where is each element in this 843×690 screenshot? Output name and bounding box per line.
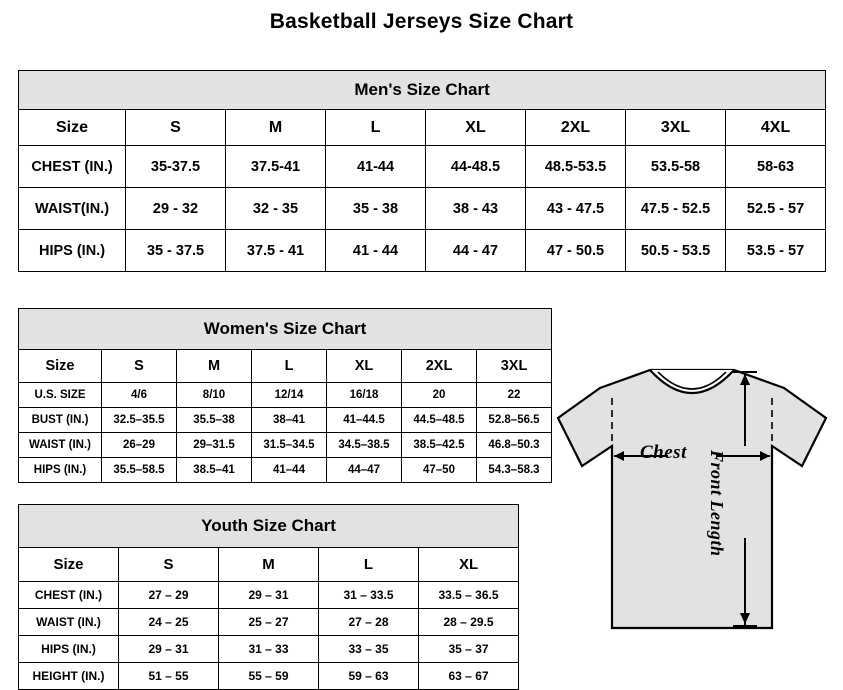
cell: 33.5 – 36.5 [419, 582, 519, 609]
row-label: CHEST (IN.) [19, 582, 119, 609]
womens-caption: Women's Size Chart [19, 309, 552, 350]
cell: 25 – 27 [219, 609, 319, 636]
table-row [19, 146, 826, 188]
cell: 29 – 31 [219, 582, 319, 609]
cell: 48.5-53.5 [526, 146, 626, 188]
table-caption-row [19, 309, 552, 350]
table-row [19, 663, 519, 690]
cell: 32 - 35 [226, 188, 326, 230]
cell: 29 – 31 [119, 636, 219, 663]
page-title: Basketball Jerseys Size Chart [269, 10, 574, 33]
row-label: WAIST(IN.) [19, 188, 126, 230]
column-header: L [319, 548, 419, 582]
table-row [19, 230, 826, 272]
cell: 41-44 [326, 146, 426, 188]
cell: 33 – 35 [319, 636, 419, 663]
cell: 50.5 - 53.5 [626, 230, 726, 272]
mens-caption: Men's Size Chart [19, 71, 826, 110]
cell: 29 - 32 [126, 188, 226, 230]
column-header: M [177, 350, 252, 383]
column-header: 3XL [477, 350, 552, 383]
table-row [19, 383, 552, 408]
jersey-measurement-diagram [540, 358, 840, 678]
cell: 35 - 38 [326, 188, 426, 230]
cell: 47 - 50.5 [526, 230, 626, 272]
cell: 35-37.5 [126, 146, 226, 188]
table-row [19, 458, 552, 483]
cell: 35 – 37 [419, 636, 519, 663]
table-header-row [19, 548, 519, 582]
column-header: XL [327, 350, 402, 383]
cell: 16/18 [327, 383, 402, 408]
row-label: HIPS (IN.) [19, 230, 126, 272]
column-header: Size [19, 110, 126, 146]
table-row [19, 636, 519, 663]
cell: 37.5 - 41 [226, 230, 326, 272]
cell: 38.5–41 [177, 458, 252, 483]
column-header: XL [419, 548, 519, 582]
cell: 4/6 [102, 383, 177, 408]
cell: 27 – 28 [319, 609, 419, 636]
column-header: Size [19, 548, 119, 582]
cell: 24 – 25 [119, 609, 219, 636]
table-row [19, 188, 826, 230]
cell: 59 – 63 [319, 663, 419, 690]
cell: 44-48.5 [426, 146, 526, 188]
table-header-row [19, 110, 826, 146]
cell: 63 – 67 [419, 663, 519, 690]
cell: 44.5–48.5 [402, 408, 477, 433]
youth-caption: Youth Size Chart [19, 505, 519, 548]
column-header: S [126, 110, 226, 146]
cell: 26–29 [102, 433, 177, 458]
cell: 31 – 33 [219, 636, 319, 663]
cell: 34.5–38.5 [327, 433, 402, 458]
row-label: WAIST (IN.) [19, 609, 119, 636]
cell: 27 – 29 [119, 582, 219, 609]
row-label: HIPS (IN.) [19, 636, 119, 663]
cell: 44–47 [327, 458, 402, 483]
table-row [19, 609, 519, 636]
row-label: BUST (IN.) [19, 408, 102, 433]
table-row [19, 582, 519, 609]
cell: 38–41 [252, 408, 327, 433]
cell: 53.5-58 [626, 146, 726, 188]
column-header: S [119, 548, 219, 582]
row-label: HEIGHT (IN.) [19, 663, 119, 690]
womens-size-chart-table [18, 308, 552, 483]
cell: 52.5 - 57 [726, 188, 826, 230]
cell: 47–50 [402, 458, 477, 483]
chest-label: Chest [640, 442, 687, 463]
mens-size-chart-table [18, 70, 826, 272]
cell: 53.5 - 57 [726, 230, 826, 272]
cell: 51 – 55 [119, 663, 219, 690]
cell: 41–44 [252, 458, 327, 483]
column-header: Size [19, 350, 102, 383]
cell: 31.5–34.5 [252, 433, 327, 458]
table-caption-row [19, 71, 826, 110]
row-label: CHEST (IN.) [19, 146, 126, 188]
cell: 43 - 47.5 [526, 188, 626, 230]
cell: 35.5–58.5 [102, 458, 177, 483]
cell: 54.3–58.3 [477, 458, 552, 483]
cell: 46.8–50.3 [477, 433, 552, 458]
cell: 58-63 [726, 146, 826, 188]
cell: 52.8–56.5 [477, 408, 552, 433]
column-header: 2XL [526, 110, 626, 146]
cell: 32.5–35.5 [102, 408, 177, 433]
table-header-row [19, 350, 552, 383]
cell: 38 - 43 [426, 188, 526, 230]
youth-size-chart-table [18, 504, 519, 690]
jersey-outline [558, 370, 826, 628]
cell: 55 – 59 [219, 663, 319, 690]
column-header: S [102, 350, 177, 383]
cell: 8/10 [177, 383, 252, 408]
row-label: U.S. SIZE [19, 383, 102, 408]
cell: 37.5-41 [226, 146, 326, 188]
cell: 38.5–42.5 [402, 433, 477, 458]
table-row [19, 408, 552, 433]
column-header: L [326, 110, 426, 146]
cell: 35 - 37.5 [126, 230, 226, 272]
cell: 22 [477, 383, 552, 408]
cell: 44 - 47 [426, 230, 526, 272]
cell: 41 - 44 [326, 230, 426, 272]
cell: 41–44.5 [327, 408, 402, 433]
row-label: WAIST (IN.) [19, 433, 102, 458]
column-header: L [252, 350, 327, 383]
row-label: HIPS (IN.) [19, 458, 102, 483]
column-header: 3XL [626, 110, 726, 146]
front-length-label: Front Length [707, 450, 727, 557]
cell: 47.5 - 52.5 [626, 188, 726, 230]
cell: 20 [402, 383, 477, 408]
table-row [19, 433, 552, 458]
column-header: 2XL [402, 350, 477, 383]
cell: 28 – 29.5 [419, 609, 519, 636]
cell: 31 – 33.5 [319, 582, 419, 609]
column-header: M [226, 110, 326, 146]
cell: 12/14 [252, 383, 327, 408]
column-header: M [219, 548, 319, 582]
cell: 29–31.5 [177, 433, 252, 458]
cell: 35.5–38 [177, 408, 252, 433]
column-header: 4XL [726, 110, 826, 146]
table-caption-row [19, 505, 519, 548]
column-header: XL [426, 110, 526, 146]
